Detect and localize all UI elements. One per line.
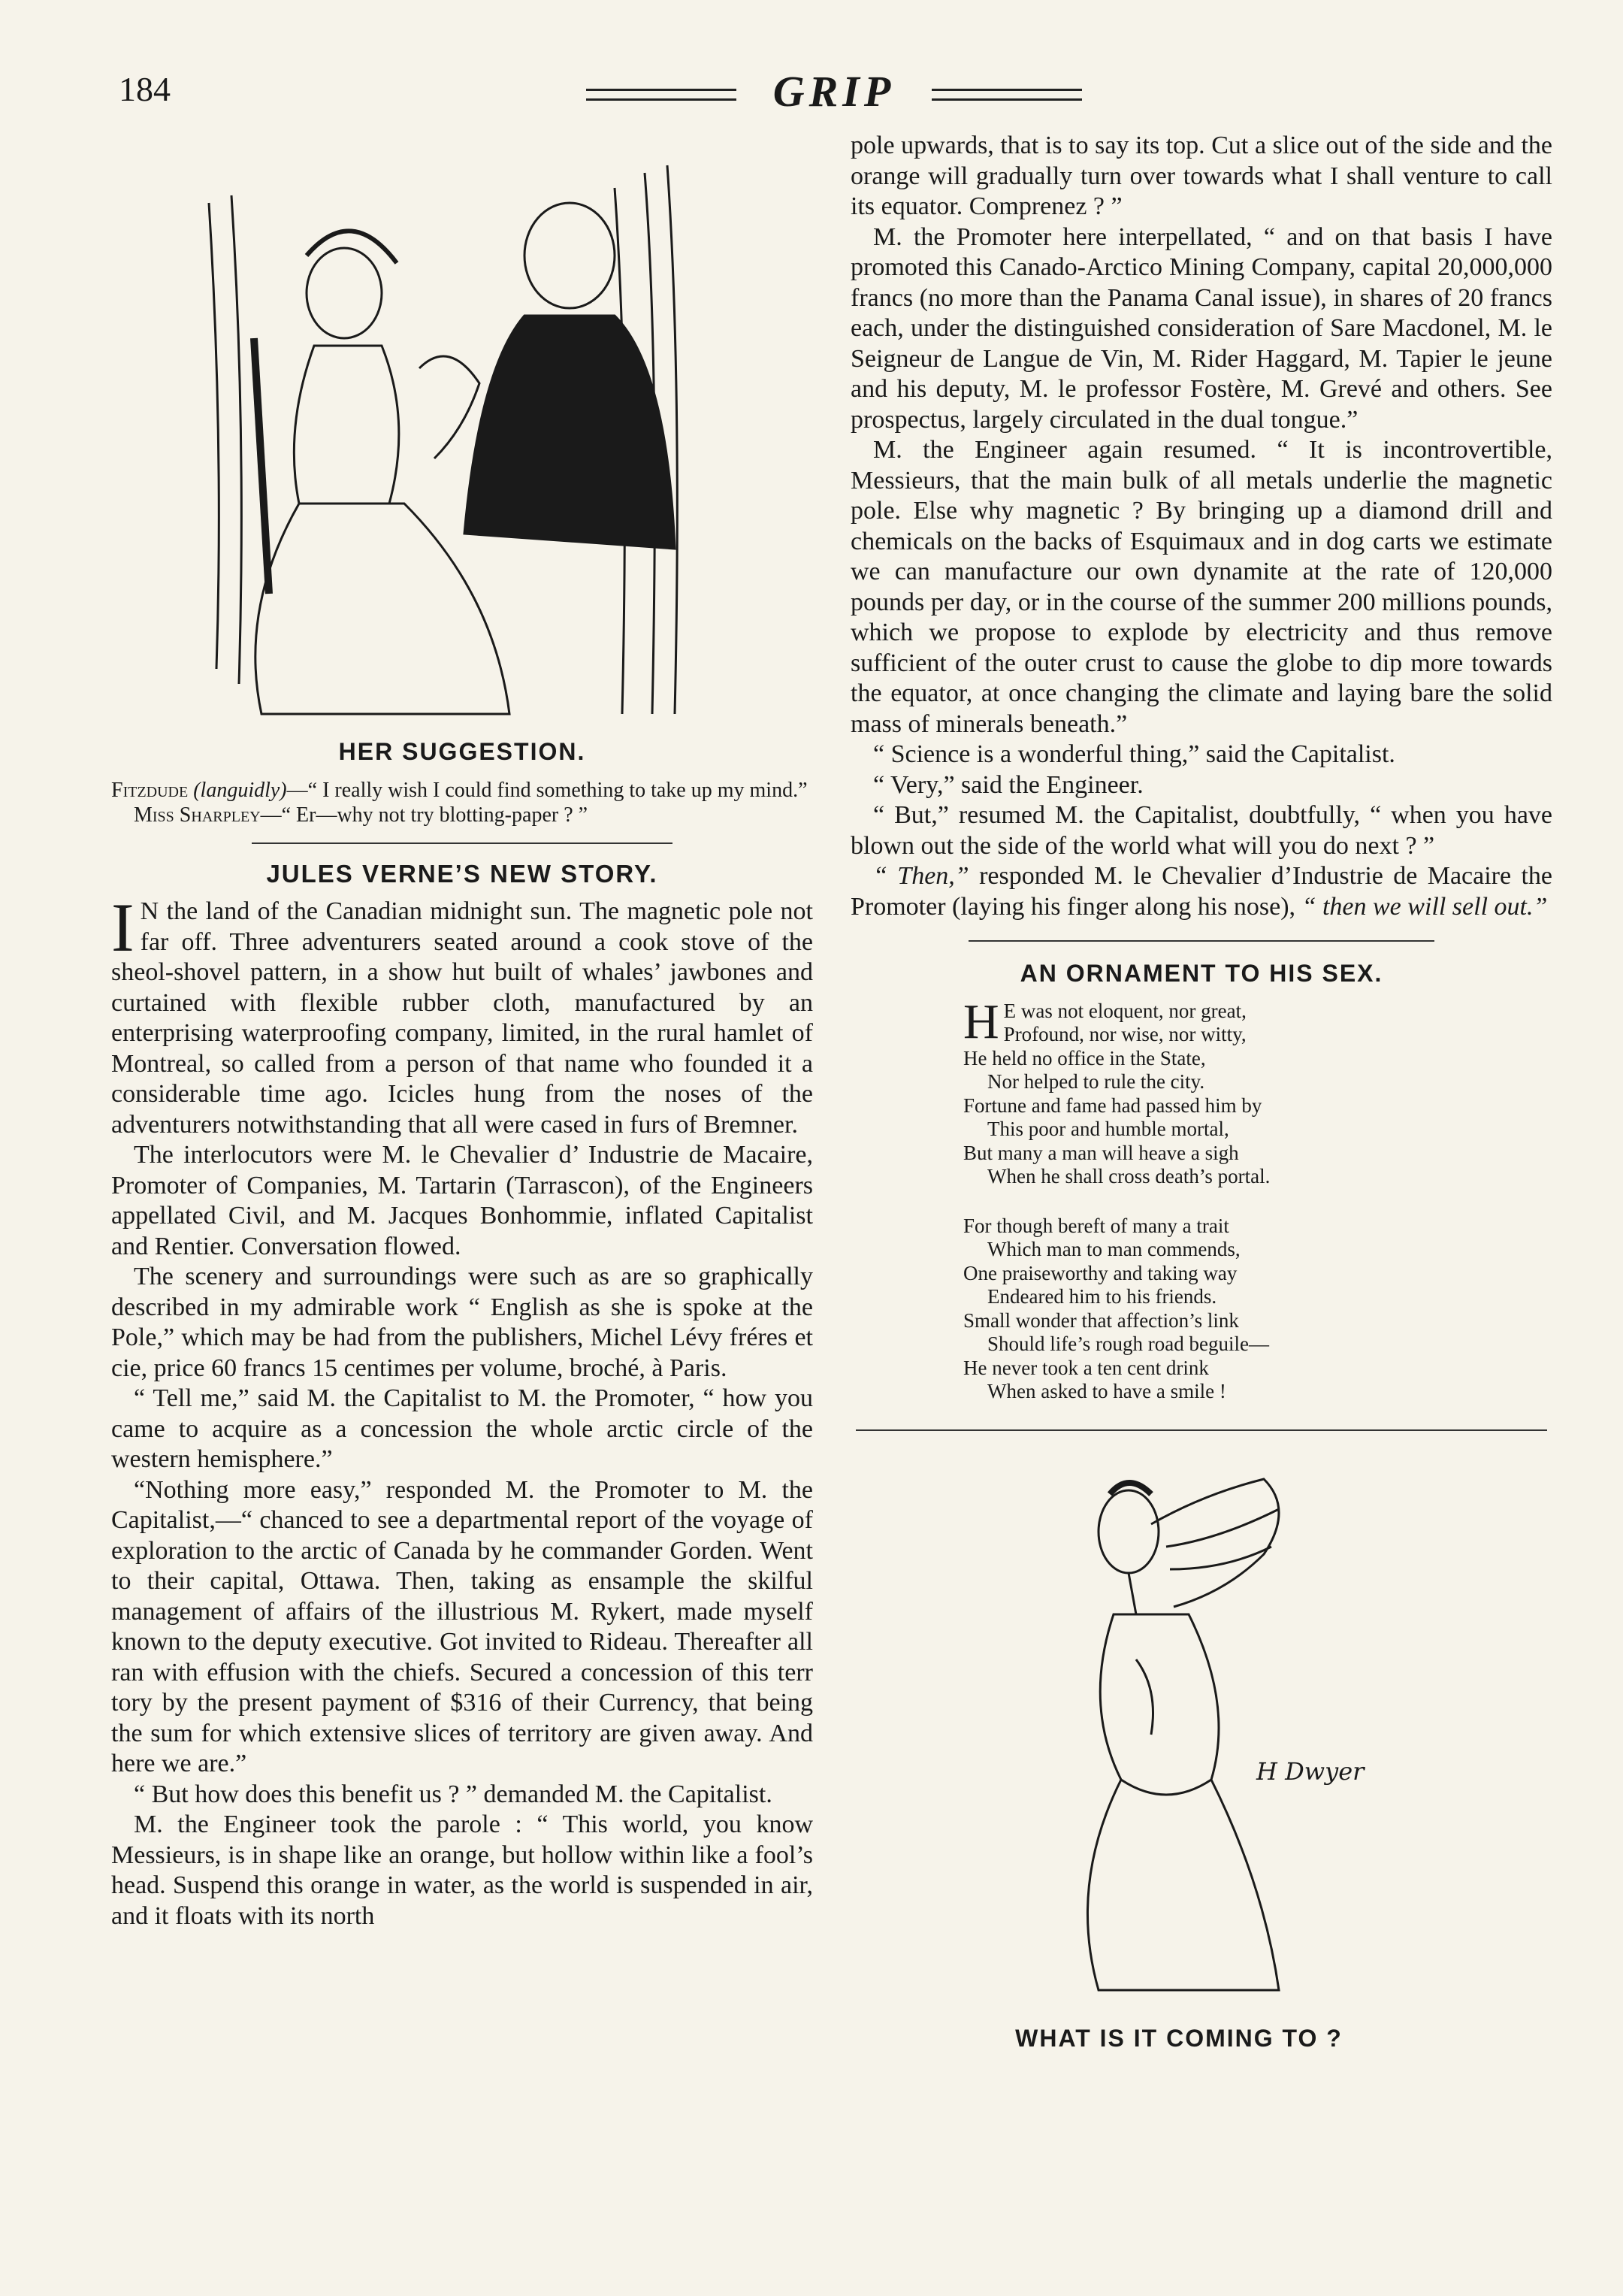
story-title: JULES VERNE’S NEW STORY. [266, 859, 658, 888]
story-closing-middle: responded M. le Chevalier d’Industrie de Macaire the Promoter (laying his finger along his nose), [851, 862, 1553, 921]
story-then: “ Then,” [873, 862, 969, 890]
poem-line: Should life’s rough road beguile— [987, 1333, 1269, 1355]
masthead [571, 66, 1112, 119]
poem-line: When asked to have a smile ! [987, 1380, 1226, 1402]
poem-line: Nor helped to rule the city. [987, 1070, 1205, 1093]
poem-drop-cap: H [963, 994, 999, 1049]
poem-line: Small wonder that affection’s link [963, 1308, 1239, 1332]
divider-rule [856, 1429, 1547, 1431]
divider-rule [969, 940, 1434, 942]
poem [963, 994, 1552, 1404]
right-column [851, 131, 1552, 2053]
poem-line: He held no office in the State, [963, 1046, 1206, 1069]
cartoon2-caption: WHAT IS IT COMING TO ? [1015, 2024, 1343, 2052]
divider-rule [252, 842, 672, 844]
page-number: 184 [119, 70, 171, 108]
cartoon1-title: HER SUGGESTION. [338, 738, 586, 765]
story-paragraph-14 [851, 861, 1552, 922]
poem-line: Profound, nor wise, nor witty, [1003, 1023, 1247, 1045]
story-paragraph-8: pole upwards, that is to say its top. Cut a slice out of the side and the orange will gradually turn over towards what I shall venture to call its equator. Comprenez ? ” [851, 132, 1552, 220]
story-paragraph-13: “ But,” resumed M. the Capitalist, doubtfully, “ when you have blown out the side of the world what will you do next ? ” [851, 801, 1552, 860]
poem-line: Which man to man commends, [987, 1238, 1241, 1260]
stanza-gap [963, 1189, 1552, 1215]
story-paragraph-9: M. the Promoter here interpellated, “ and on that basis I have promoted this Canado-Arctico Mining Company, capital 20,000,000 francs (no more than the Panama Canal issue), in shares of 20 francs each, under the distinguished consideration of Sare Macdonel, M. le Seigneur de Langue de Vin, M. Rider Haggard, M. Tapier le jeune and his deputy, M. le professor Fostère, M. Grevé and others. See prospectus, largely circulated in the dual tongue.” [851, 222, 1552, 434]
speaker-miss-sharpley: Miss Sharpley [134, 803, 261, 827]
winged-woman-illustration [1038, 1464, 1369, 2005]
masthead-rule-right [932, 89, 1082, 101]
poem-line: Endeared him to his friends. [987, 1285, 1217, 1308]
story-paragraph-10: M. the Engineer again resumed. “ It is incontrovertible, Messieurs, that the main bulk of all metals underlie the magnetic pole. Else why magnetic ? By bringing up a diamond drill and chemicals on the backs of Esquimaux and in dog carts we estimate we can manufacture our own dynamite at the rate of 120,000 pounds per day, or in the course of the summer 200 millions pounds, which we propose to explode by electricity and thus remove sufficient of the outer crust to cause the globe to dip more towards the equator, at once changing the climate and laying bare the solid mass of minerals beneath.” [851, 436, 1552, 738]
masthead-rule-left [586, 89, 736, 101]
story-paragraph-12: “ Very,” said the Engineer. [873, 770, 1144, 799]
story-drop-cap: I [111, 889, 134, 966]
story-paragraph-5: “Nothing more easy,” responded M. the Promoter to M. the Capitalist,—“ chanced to see a departmental report of the voyage of exploration to the arctic of Canada by he commander Gorden. Went to their capital, Ottawa. Then, taking as ensample the skilful management of affairs of the illustrious M. Rykert, made myself known to the deputy executive. Got invited to Rideau. Thereafter all ran with effusion with the chiefs. Secured a concession of this terr tory by the present payment of $316 of their Currency, that being the sum for which extensive slices of territory are given away. And here we are.” [111, 1475, 813, 1777]
poem-line: For though bereft of many a trait [963, 1214, 1229, 1237]
story-paragraph-11: “ Science is a wonderful thing,” said the Capitalist. [873, 740, 1395, 768]
cartoon1-dialogue [111, 778, 813, 827]
poem-line: This poor and humble mortal, [987, 1118, 1229, 1140]
left-column [111, 131, 813, 1931]
story-closing-quote: “ then we will sell out.” [1301, 892, 1548, 921]
poem-line: H E was not eloquent, nor great, [963, 994, 1247, 1049]
story-paragraph-2: The interlocutors were M. le Chevalier d’ Industrie de Macaire, Promoter of Companies, M. Tartarin (Tarrascon), of the Engineers appellated Civil, and M. Jacques Bonhommie, inflated Capitalist and Rentier. Conversation flowed. [111, 1141, 813, 1260]
story-paragraph-6: “ But how does this benefit us ? ” demanded M. the Capitalist. [134, 1780, 772, 1808]
story-paragraph-3: The scenery and surroundings were such as are so graphically described in my admirable work “ English as she is spoke at the Pole,” which may be had from the publishers, Michel Lévy fréres et cie, price 60 francs 15 centimes per volume, broché, à Paris. [111, 1263, 813, 1382]
poem-title: AN ORNAMENT TO HIS SEX. [1020, 960, 1383, 987]
poem-line: When he shall cross death’s portal. [987, 1165, 1271, 1187]
her-suggestion-illustration [194, 143, 705, 729]
story-paragraph-7: M. the Engineer took the parole : “ This world, you know Messieurs, is in shape like an orange, but hollow within like a fool’s head. Suspend this orange in water, as the world is suspended in air, and it floats with its north [111, 1810, 813, 1930]
dialogue-line-2: —“ Er—why not try blotting-paper ? ” [260, 803, 588, 827]
speaker-fitzdude: Fitzdude [111, 778, 189, 802]
poem-line: Fortune and fame had passed him by [963, 1094, 1262, 1117]
poem-line: He never took a ten cent drink [963, 1356, 1209, 1379]
poem-line: One praiseworthy and taking way [963, 1261, 1238, 1284]
artist-signature: H Dwyer [1256, 1756, 1365, 1786]
masthead-title: GRIP [772, 67, 896, 116]
story-paragraph-4: “ Tell me,” said M. the Capitalist to M. the Promoter, “ how you came to acquire as a concession the whole arctic circle of the western hemisphere.” [111, 1384, 813, 1473]
poem-line: But many a man will heave a sigh [963, 1141, 1239, 1164]
story-paragraph-1: N the land of the Canadian midnight sun. The magnetic pole not far off. Three adventurers seated around a cook stove of the sheol-shovel pattern, in a show hut built of whales’ jawbones and curtained with flexible rubber cloth, manufactured by an enterprising waterproofing company, limited, in the rural hamlet of Montreal, so called from a person of that name who founded it a considerable time ago. Icicles hung from the noses of the adventurers notwithstanding that all were cased in furs of Bremner. [111, 897, 813, 1139]
dialogue-line-1: —“ I really wish I could find something to take up my mind.” [286, 778, 808, 802]
stage-direction: (languidly) [193, 778, 287, 802]
